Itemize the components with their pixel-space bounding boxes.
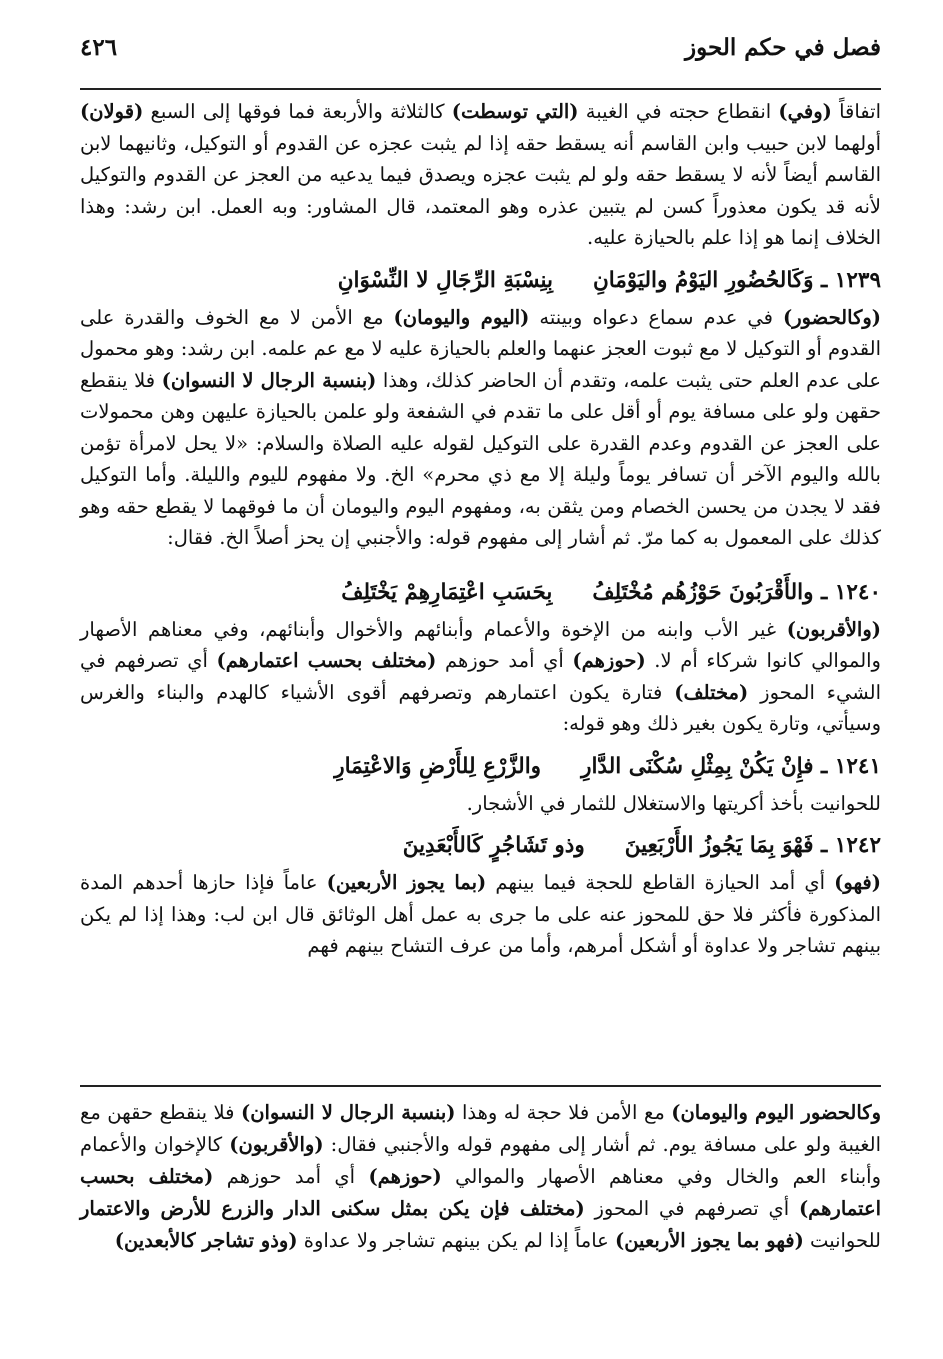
text-run: فتارة يكون اعتمارهم وتصرفهم أقوى الأشياء كالهدم والبناء والغرس وسيأتي، وتارة يكون بغير ذلك وهو قوله: — [80, 680, 881, 735]
bold-term: (بنسبة الرجال لا النسوان) — [161, 368, 377, 392]
text-run: أي أمد حوزهم — [436, 649, 573, 672]
bold-term: (اليوم واليومان) — [393, 305, 530, 329]
verse-second-hemistich: وذو تَشَاجُرٍ كَالأَبْعَدِينَ — [402, 833, 585, 858]
text-run: غير الأب وابنه من الإخوة والأعمام وأبنائهم والأخوال وأبنائهم، وفي معناهم الأصهار والموالي كانوا شركاء أم لا. — [80, 617, 881, 672]
main-text — [80, 96, 881, 962]
bold-term: (التي توسطت) — [451, 100, 579, 123]
bold-term: (مختلف) — [674, 680, 749, 704]
bold-term: (حوزهم) — [368, 1165, 442, 1188]
paragraph-1 — [80, 96, 881, 254]
text-run: في عدم سماع دعواه وبينته — [529, 305, 783, 329]
paragraph-2 — [80, 302, 881, 554]
verse-1240 — [80, 576, 881, 610]
text-run: كالثلاثة والأربعة فما فوقها إلى السبع — [143, 100, 452, 123]
bold-term: (مختلف بحسب اعتمارهم) — [216, 649, 437, 672]
bold-term: (وفي) — [778, 100, 832, 123]
verse-number: ١٢٤٢ ـ — [821, 833, 881, 858]
bold-term: (وذو تشاجر كالأبعدين) — [114, 1229, 298, 1252]
bold-term: (فهو بما يجوز الأربعين) — [614, 1229, 804, 1252]
text-run: مع الأمن فلا حجة له وهذا — [455, 1101, 672, 1124]
text-run: أولهما لابن حبيب وابن القاسم أنه يسقط حقه إذا لم يثبت عجزه عن القدوم أو التوكيل، وثانيهما لابن القاسم أيضاً لأنه لا يسقط حقه ولو لم يثبت عجزه ويصدق فيما يدعيه من العجز عن القدوم والتوكيل لأنه قد يكون معذوراً كسن لم يتبين عذره وهو المعتمد، قال المشاور: وبه العمل. ابن رشد: وهذا الخلاف إنما هو إذا علم بالحيازة عليه. — [80, 131, 881, 249]
verse-first-hemistich: وَكَالحُضُورِ اليَوْمُ واليَوْمَانِ — [593, 267, 814, 293]
verse-first-hemistich: فَهْوَ بِمَا يَجُوزُ الأَرْبَعِينَ — [624, 833, 814, 858]
text-run: كالإخوان والأعمام وأبناء العم والخال وفي معناهم الأصهار والموالي — [80, 1133, 881, 1188]
footnote-rule — [80, 1085, 881, 1087]
commentary-footnote — [80, 1097, 881, 1257]
verse-second-hemistich: بِحَسَبِ اعْتِمَارِهِمْ يَخْتَلِفُ — [341, 579, 553, 605]
verse-number: ١٢٤١ ـ — [821, 753, 881, 779]
footnote-paragraph — [80, 1097, 881, 1257]
bold-term: (وكالحضور) — [782, 305, 881, 329]
page-header — [80, 28, 881, 72]
bold-term: (مختلف فإن يكن بمثل سكنى الدار والزرع للأرض والاعتمار — [80, 1197, 585, 1220]
bold-term: (والأقربون) — [229, 1133, 324, 1156]
verse-number: ١٢٤٠ ـ — [821, 579, 881, 605]
text-run: عاماً فإذا حازها أحدهم المدة المذكورة فأكثر فلا حق للمحوز عنه على ما جرى به عمل أهل الوثائق قال ابن لب: وهذا إذا لم يكن بينهم تشاجر ولا عداوة أو أشكل أمرهم، وأما من عرف التشاح بينهم فهم — [80, 871, 881, 957]
verse-1241 — [80, 750, 881, 784]
paragraph-4: للحوانيت بأخذ أكريتها والاستغلال للثمار في الأشجار. — [466, 791, 881, 815]
verse-first-hemistich: والأَقْرَبُونَ حَوْزُهُم مُخْتَلِفُ — [592, 579, 814, 605]
bold-term: (بنسبة الرجال لا النسوان) — [240, 1101, 456, 1124]
page-number: ٤٢٦ — [80, 34, 118, 61]
verse-second-hemistich: بِنِسْبَةِ الرِّجَالِ لا النِّسْوَانِ — [337, 267, 553, 293]
text-run: فلا ينقطع حقهن مع الغيبة ولو على مسافة يوم. ثم أشار إلى مفهوم قوله والأجنبي فقال: — [80, 1101, 881, 1156]
bold-term: وكالحضور اليوم واليومان) — [671, 1101, 881, 1124]
bold-term: (قولان) — [80, 100, 144, 123]
text-run: للحوانيت — [803, 1229, 881, 1252]
bold-term: (مختلف بحسب اعتمارهم) — [80, 1165, 881, 1220]
header-rule — [80, 88, 881, 90]
running-title: فصل في حكم الحوز — [684, 34, 881, 61]
verse-first-hemistich: فإِنْ يَكُنْ بِمِثْلِ سُكْنَى الدَّارِ — [581, 753, 814, 779]
bold-term: (فهو) — [834, 871, 881, 894]
verse-1242 — [80, 829, 881, 863]
verse-second-hemistich: والزَّرْعِ لِلأَرْضِ وَالاعْتِمَارِ — [334, 753, 542, 779]
text-run: عاماً إذا لم يكن بينهم تشاجر ولا عداوة — [297, 1229, 615, 1252]
text-run: أي أمد حوزهم — [213, 1165, 369, 1188]
paragraph-3 — [80, 614, 881, 740]
bold-term: (حوزهم) — [572, 649, 646, 672]
text-run: أي تصرفهم في المحوز — [584, 1197, 799, 1220]
verse-1239 — [80, 264, 881, 298]
text-run: انقطاع حجته في الغيبة — [578, 100, 779, 123]
text-run: اتفاقاً — [831, 100, 881, 123]
bold-term: (والأقربون) — [786, 617, 881, 641]
text-run: مع الأمن لا مع الخوف والقدرة على القدوم أو التوكيل لا مع ثبوت العجز عنهما والعلم بالحيازة عليه لا مع عم علمه. ابن رشد: وهو محمول على عدم العلم حتى يثبت علمه، وتقدم أن الحاضر كذلك، وهذا — [80, 305, 881, 392]
verse-number: ١٢٣٩ ـ — [821, 267, 881, 293]
text-run: فلا ينقطع حقهن ولو على مسافة يوم أو أقل على ما تقدم في الشفعة ولو علمن بالحيازة عليهن وهن محمولات على العجز عن القدوم وعدم القدرة على التوكيل لقوله عليه الصلاة والسلام: «لا يحل لامرأة تؤمن بالله واليوم الآخر أن تسافر يوماً وليلة إلا مع ذي محرم» الخ. ولا مفهوم لليوم والليلة. وأما التوكيل فقد لا يجدن من يحسن الخصام ومن يثقن به، ومفهوم اليوم واليومان أن ما فوقهما لا يقطع حقه وهو كذلك على المعمول به كما مرّ. ثم أشار إلى مفهوم قوله: والأجنبي إن يحز أصلاً الخ. فقال: — [80, 368, 881, 549]
paragraph-5 — [80, 867, 881, 962]
text-run: أي تصرفهم في الشيء المحوز — [80, 649, 881, 704]
bold-term: (بما يجوز الأربعين) — [326, 871, 487, 894]
text-run: أي أمد الحيازة القاطع للحجة فيما بينهم — [486, 871, 835, 894]
